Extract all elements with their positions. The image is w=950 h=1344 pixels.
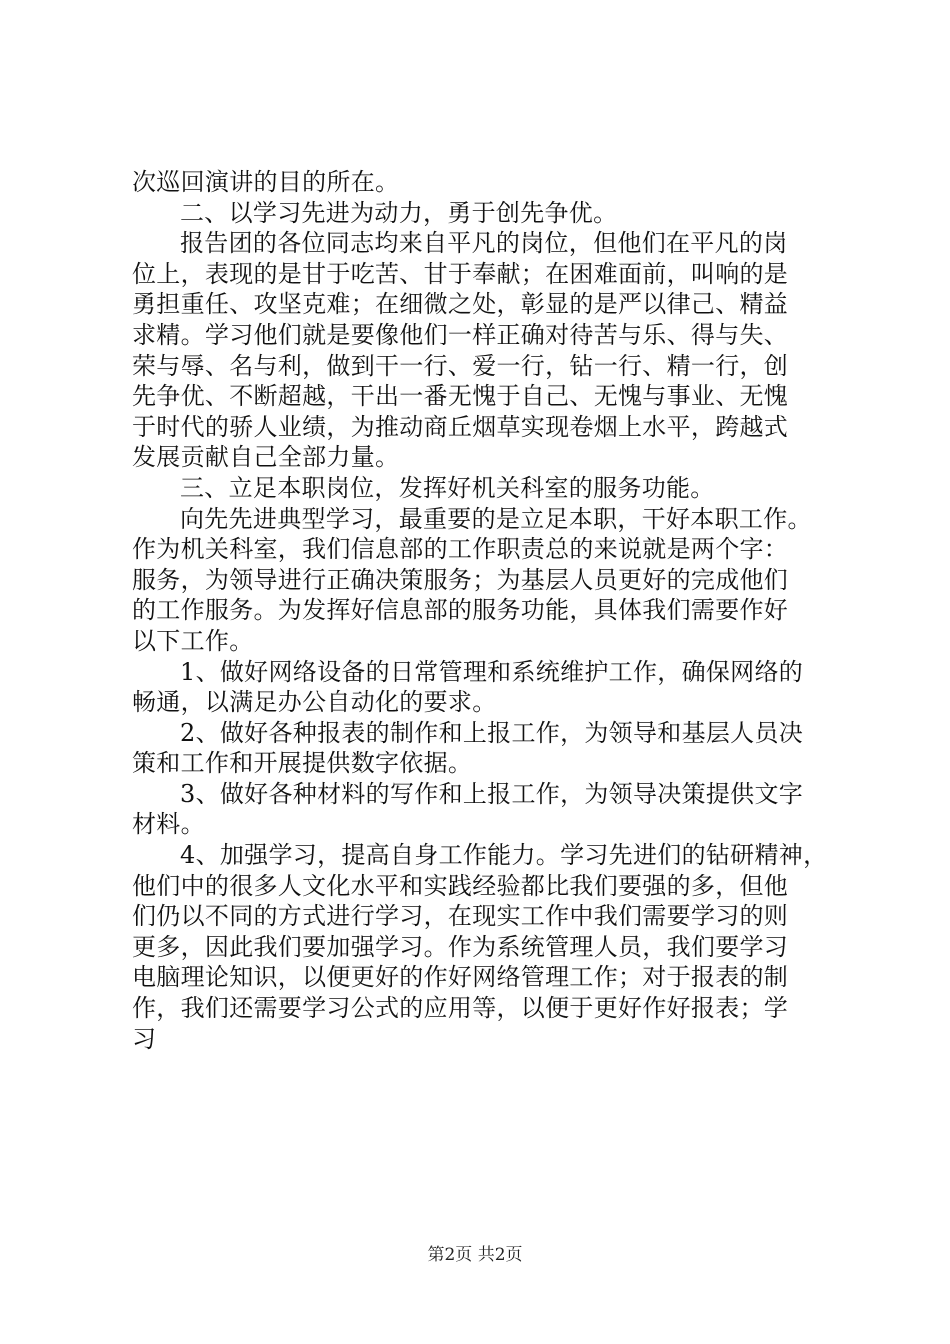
text-line: 向先先进典型学习，最重要的是立足本职，干好本职工作。 bbox=[180, 504, 812, 533]
text-line: 的工作服务。为发挥好信息部的服务功能，具体我们需要作好 bbox=[132, 596, 789, 625]
section-heading-3: 三、立足本职岗位，发挥好机关科室的服务功能。 bbox=[180, 473, 715, 502]
section-heading-2: 二、以学习先进为动力，勇于创先争优。 bbox=[180, 198, 618, 227]
text-line: 荣与辱、名与利，做到干一行、爱一行，钻一行、精一行，创 bbox=[132, 351, 789, 380]
text-line: 位上，表现的是甘于吃苦、甘于奉献；在困难面前，叫响的是 bbox=[132, 259, 789, 288]
text-line: 勇担重任、攻坚克难；在细微之处，彰显的是严以律己、精益 bbox=[132, 290, 789, 319]
text-line: 服务，为领导进行正确决策服务；为基层人员更好的完成他们 bbox=[132, 565, 789, 594]
text-line: 更多，因此我们要加强学习。作为系统管理人员，我们要学习 bbox=[132, 932, 789, 961]
text-line: 习 bbox=[132, 1024, 157, 1053]
text-line: 策和工作和开展提供数字依据。 bbox=[132, 749, 473, 778]
text-line: 先争优、不断超越，干出一番无愧于自己、无愧与事业、无愧 bbox=[132, 382, 789, 411]
text-line: 于时代的骄人业绩，为推动商丘烟草实现卷烟上水平，跨越式 bbox=[132, 412, 789, 441]
list-item-3: 3、做好各种材料的写作和上报工作，为领导决策提供文字 bbox=[180, 779, 804, 808]
text-line: 畅通，以满足办公自动化的要求。 bbox=[132, 688, 497, 717]
list-item-2: 2、做好各种报表的制作和上报工作，为领导和基层人员决 bbox=[180, 718, 804, 747]
text-line: 材料。 bbox=[132, 810, 205, 839]
text-line: 求精。学习他们就是要像他们一样正确对待苦与乐、得与失、 bbox=[132, 320, 789, 349]
document-body bbox=[132, 167, 832, 1054]
page-number-footer: 第2页 共2页 bbox=[427, 1245, 523, 1265]
text-line: 他们中的很多人文化水平和实践经验都比我们要强的多，但他 bbox=[132, 871, 789, 900]
text-line: 电脑理论知识，以便更好的作好网络管理工作；对于报表的制 bbox=[132, 963, 789, 992]
list-item-1: 1、做好网络设备的日常管理和系统维护工作，确保网络的 bbox=[180, 657, 804, 686]
text-line: 们仍以不同的方式进行学习，在现实工作中我们需要学习的则 bbox=[132, 902, 789, 931]
text-line: 作，我们还需要学习公式的应用等，以便于更好作好报表；学 bbox=[132, 994, 789, 1023]
text-line: 作为机关科室，我们信息部的工作职责总的来说就是两个字： bbox=[132, 535, 789, 564]
text-line: 发展贡献自己全部力量。 bbox=[132, 443, 400, 472]
text-line: 次巡回演讲的目的所在。 bbox=[132, 168, 400, 196]
text-line: 以下工作。 bbox=[132, 626, 254, 655]
list-item-4: 4、加强学习，提高自身工作能力。学习先进们的钻研精神， bbox=[180, 841, 828, 870]
text-line: 报告团的各位同志均来自平凡的岗位，但他们在平凡的岗 bbox=[180, 229, 788, 258]
